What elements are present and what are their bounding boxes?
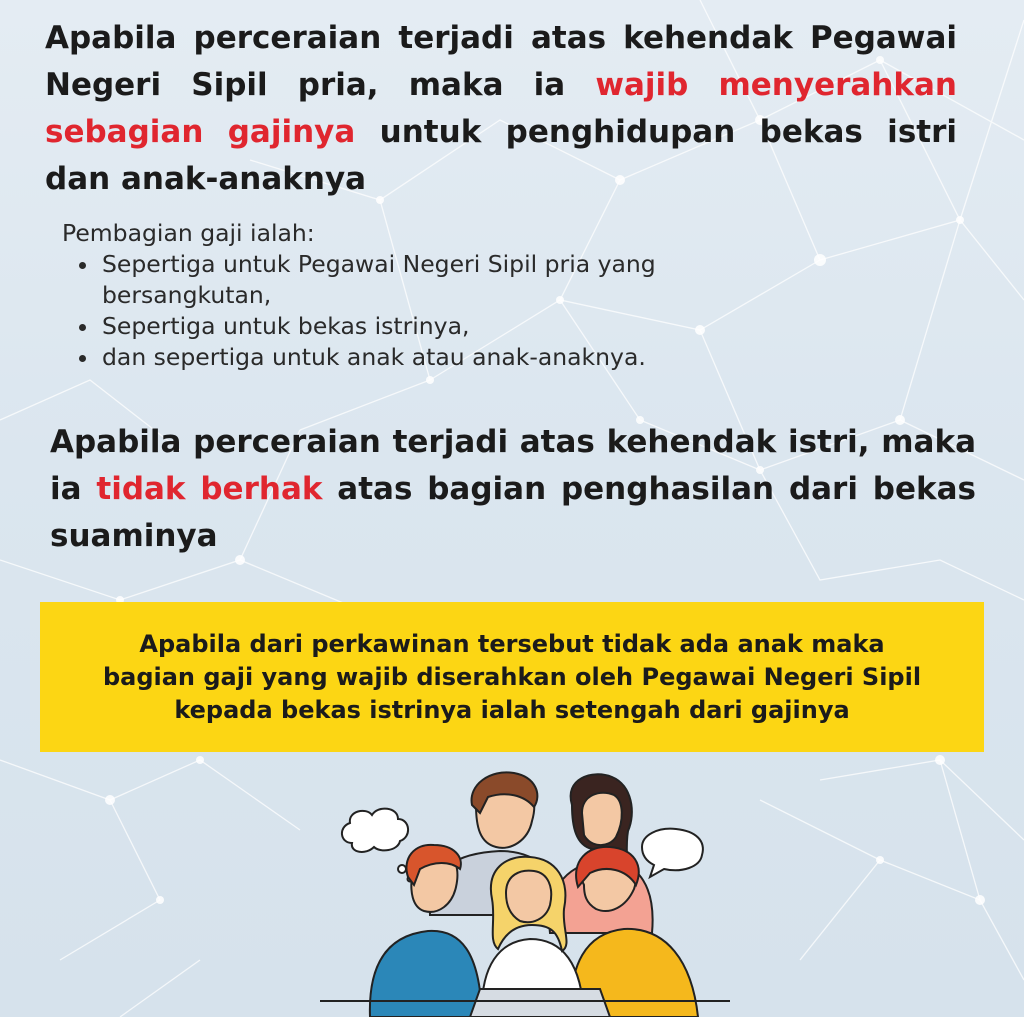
list-item: • Sepertiga untuk bekas istrinya, <box>100 311 822 342</box>
paragraph-text: atas bagian penghasilan dari bekas suaminya <box>50 471 976 554</box>
salary-division-list <box>62 218 822 373</box>
paragraph-wife-initiated <box>50 419 976 560</box>
paragraph-husband-initiated <box>45 15 957 203</box>
people-group-laptop-illustration <box>310 765 740 1017</box>
note-text: Apabila dari perkawinan tersebut tidak ada anak maka bagian gaji yang wajib diserahkan oleh Pegawai Negeri Sipil kepada bekas istrinya ialah setengah dari gajinya <box>102 629 922 724</box>
highlight-wajib: wajib menyerahkan sebagian gajinya <box>45 67 957 150</box>
bullet-list <box>62 249 822 373</box>
speech-bubble-icon <box>642 829 703 877</box>
paragraph-text: Apabila perceraian terjadi atas kehendak istri, maka ia <box>50 424 976 507</box>
list-item: • dan sepertiga untuk anak atau anak-anaknya. <box>100 342 822 373</box>
list-intro: Pembagian gaji ialah: <box>62 219 315 247</box>
thought-bubble-icon <box>342 809 413 882</box>
paragraph-text: Apabila perceraian terjadi atas kehendak Pegawai Negeri Sipil pria, maka ia <box>45 20 957 103</box>
highlight-tidak-berhak: tidak berhak <box>96 471 323 507</box>
paragraph-text: untuk penghidupan bekas istri dan anak-anaknya <box>45 114 957 197</box>
note-box <box>40 602 984 752</box>
list-item: • Sepertiga untuk Pegawai Negeri Sipil pria yang bersangkutan, <box>100 249 822 311</box>
